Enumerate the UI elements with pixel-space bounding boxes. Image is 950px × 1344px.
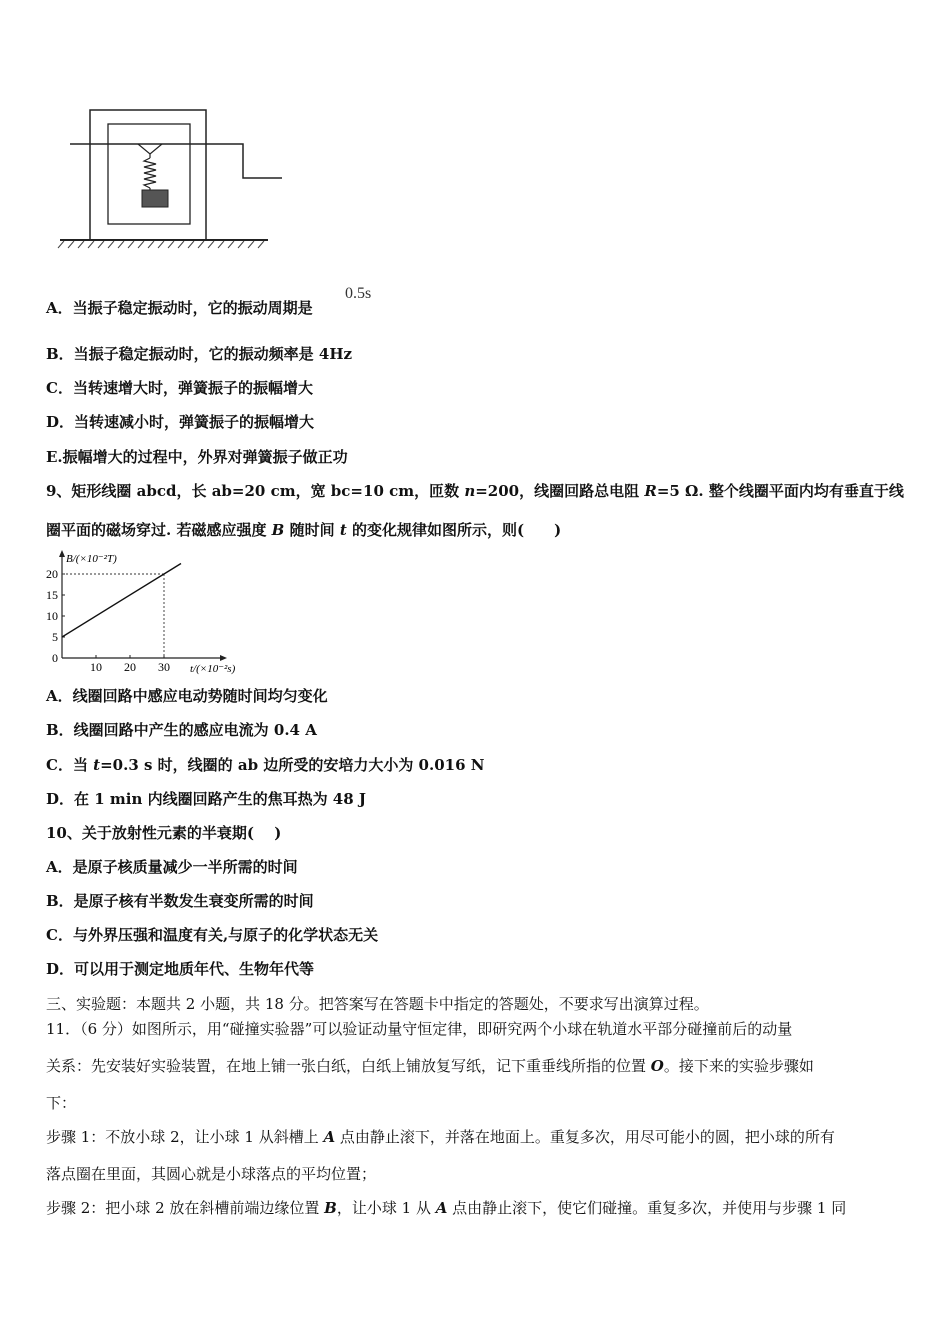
- q11-var-a: A: [435, 1199, 448, 1217]
- q11-text: 点由静止滚下，并落在地面上。重复多次，用尽可能小的圆，把小球的所有: [335, 1128, 835, 1146]
- q11-text: 点由静止滚下，使它们碰撞。重复多次，并使用与步骤 1 同: [447, 1199, 847, 1217]
- q11-var-a: A: [323, 1128, 336, 1146]
- q8-option-b: B．当振子稳定振动时，它的振动频率是 4Hz: [46, 345, 353, 363]
- y-tick-label: 15: [46, 588, 58, 602]
- q9-stem-text: 的变化规律如图所示，则( ): [346, 521, 562, 539]
- q8-option-a-text: A．当振子稳定振动时，它的振动周期是: [46, 299, 313, 317]
- spring-hanger: [138, 144, 162, 154]
- q9-option-d: D．在 1 min 内线圈回路产生的焦耳热为 48 J: [46, 790, 367, 808]
- spring-icon: [144, 158, 156, 188]
- q11-step1: [46, 1127, 835, 1147]
- q9-stem-text: 随时间: [284, 521, 340, 539]
- q9-var-b: B: [271, 521, 285, 539]
- section3-heading: 三、实验题：本题共 2 小题，共 18 分。把答案写在答题卡中指定的答题处，不要求写出演算过程。: [46, 995, 709, 1013]
- q9-var-t: t: [93, 756, 101, 774]
- q11-text: 。接下来的实验步骤如: [663, 1057, 814, 1075]
- q9-stem-line2: [46, 520, 561, 540]
- q11-line2: [46, 1056, 814, 1076]
- q9-stem-text: 9、矩形线圈 abcd，长 ab=20 cm，宽 bc=10 cm，匝数: [46, 482, 465, 500]
- q9-option-a: A．线圈回路中感应电动势随时间均匀变化: [46, 687, 328, 705]
- x-tick-label: 30: [158, 660, 170, 674]
- crank-axle: [70, 144, 282, 178]
- origin-label: 0: [52, 651, 58, 665]
- x-tick-label: 20: [124, 660, 136, 674]
- q9-option-c-text: C．当: [46, 756, 94, 774]
- x-axis-label: t/(×10⁻²s): [190, 663, 236, 675]
- q11-step2: [46, 1198, 846, 1218]
- x-axis-arrow-icon: [220, 655, 227, 661]
- q10-stem: 10、关于放射性元素的半衰期( ): [46, 824, 282, 842]
- q8-option-a-formula: 0.5s: [345, 285, 372, 302]
- q9-stem-text: 圈平面的磁场穿过. 若磁感应强度: [46, 521, 272, 539]
- b-t-chart: [40, 548, 240, 676]
- q10-option-d: D．可以用于测定地质年代、生物年代等: [46, 960, 315, 978]
- q9-var-n: n: [464, 482, 476, 500]
- y-axis-arrow-icon: [59, 550, 65, 557]
- y-tick-label: 10: [46, 609, 58, 623]
- q9-stem-line1: [46, 481, 904, 501]
- spring-oscillator-figure: [50, 100, 290, 250]
- q9-stem-text: =5 Ω. 整个线圈平面内均有垂直于线: [656, 482, 904, 500]
- q11-var-b: B: [324, 1199, 337, 1217]
- q10-option-c: C．与外界压强和温度有关,与原子的化学状态无关: [46, 926, 379, 944]
- q10-option-a: A．是原子核质量减少一半所需的时间: [46, 858, 298, 876]
- q11-line3: 下：: [46, 1094, 77, 1112]
- series-line-b: [62, 564, 181, 638]
- q11-text: ，让小球 1 从: [336, 1199, 436, 1217]
- q9-var-t: t: [339, 521, 347, 539]
- q9-stem-text: =200，线圈回路总电阻: [475, 482, 645, 500]
- q11-var-o: O: [650, 1057, 664, 1075]
- mass-block: [142, 190, 168, 207]
- q9-var-r: R: [644, 482, 657, 500]
- q11-text: 关系：先安装好实验装置，在地上铺一张白纸，白纸上铺放复写纸，记下重垂线所指的位置: [46, 1057, 651, 1075]
- x-tick-label: 10: [90, 660, 102, 674]
- q11-line1: 11．（6 分）如图所示，用“碰撞实验器”可以验证动量守恒定律，即研究两个小球在轨道水平部分碰撞前后的动量: [46, 1020, 793, 1038]
- y-tick-label: 5: [52, 630, 58, 644]
- q10-option-b: B．是原子核有半数发生衰变所需的时间: [46, 892, 314, 910]
- q9-option-c-text: =0.3 s 时，线圈的 ab 边所受的安培力大小为 0.016 N: [100, 756, 485, 774]
- q11-text: 步骤 1：不放小球 2，让小球 1 从斜槽上: [46, 1128, 324, 1146]
- q8-option-a: [46, 298, 313, 318]
- ground-hatching: [58, 241, 264, 248]
- q8-option-d: D．当转速减小时，弹簧振子的振幅增大: [46, 413, 315, 431]
- q8-option-c: C．当转速增大时，弹簧振子的振幅增大: [46, 379, 313, 397]
- q11-text: 步骤 2：把小球 2 放在斜槽前端边缘位置: [46, 1199, 325, 1217]
- q8-option-e: E.振幅增大的过程中，外界对弹簧振子做正功: [46, 448, 348, 466]
- y-axis-label: B/(×10⁻²T): [66, 553, 117, 565]
- q9-option-c: [46, 755, 484, 775]
- q11-step1-line2: 落点圈在里面，其圆心就是小球落点的平均位置；: [46, 1165, 377, 1183]
- y-tick-label: 20: [46, 567, 58, 581]
- q9-option-b: B．线圈回路中产生的感应电流为 0.4 A: [46, 721, 317, 739]
